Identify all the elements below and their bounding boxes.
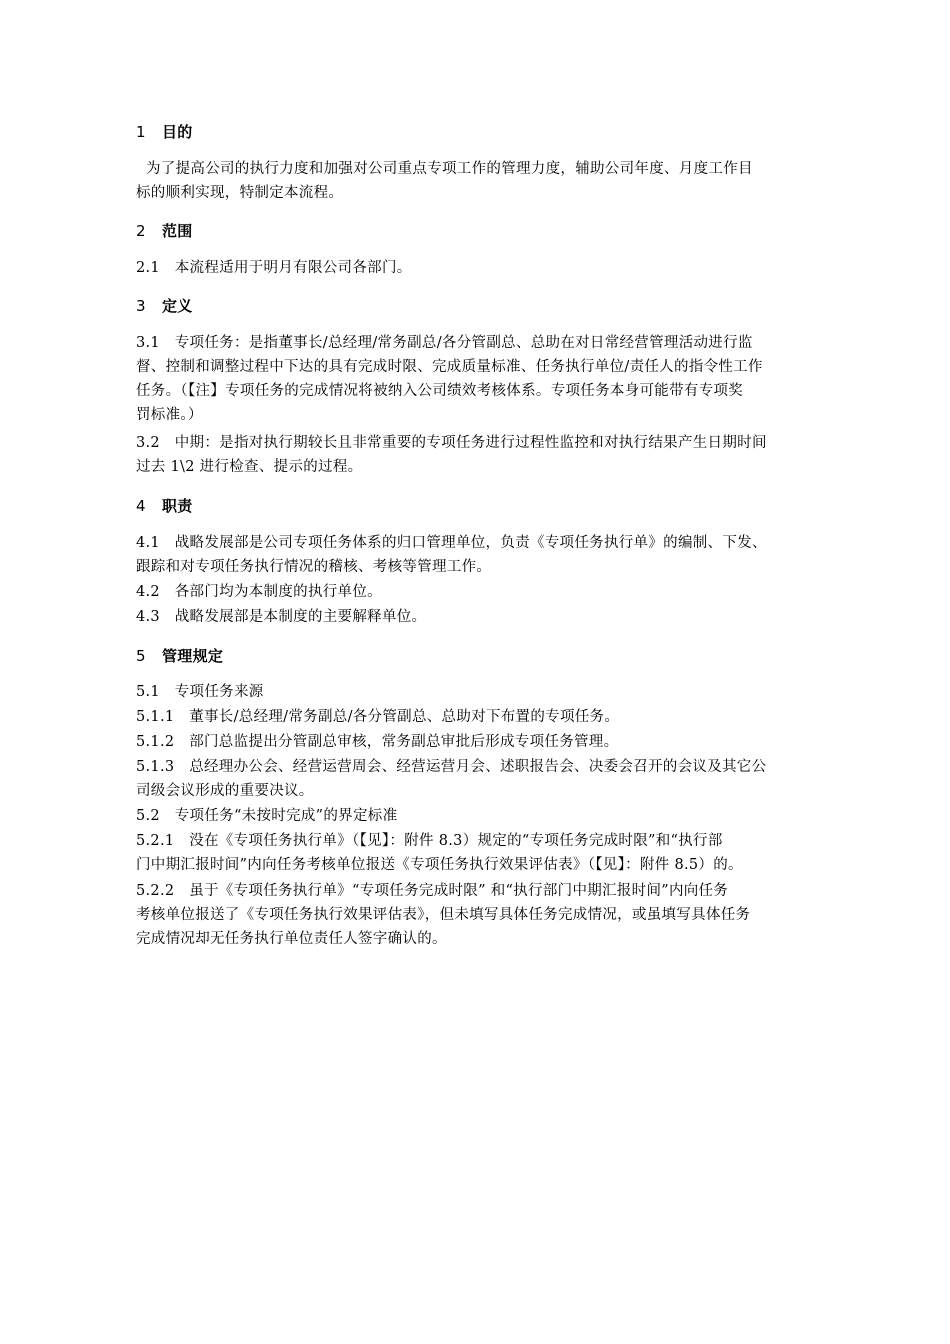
section-title: 管理规定	[162, 647, 224, 665]
clause-5-1: 5.1 专项任务来源	[136, 684, 264, 700]
clause-5-2: 5.2 专项任务“未按时完成”的界定标准	[136, 808, 398, 824]
clause-4-3: 4.3 战略发展部是本制度的主要解释单位。	[136, 609, 427, 625]
section-heading-5: 5 管理规定	[136, 647, 224, 665]
clause-4-1: 4.1 战略发展部是公司专项任务体系的归口管理单位，负责《专项任务执行单》的编制、下发、 跟踪和对专项任务执行情况的稽核、考核等管理工作。	[136, 535, 767, 575]
purpose-paragraph: 为了提高公司的执行力度和加强对公司重点专项工作的管理力度，辅助公司年度、月度工作目 标的顺利实现，特制定本流程。	[136, 161, 753, 201]
section-title: 职责	[162, 497, 193, 515]
section-heading-2: 2 范围	[136, 222, 193, 240]
clause-5-1-3: 5.1.3 总经理办公会、经营运营周会、经营运营月会、述职报告会、决委会召开的会议及其它公 司级会议形成的重要决议。	[136, 759, 767, 799]
section-title: 范围	[162, 222, 193, 240]
section-heading-3: 3 定义	[136, 297, 193, 315]
section-heading-1: 1 目的	[136, 123, 193, 141]
clause-2-1: 2.1 本流程适用于明月有限公司各部门。	[136, 260, 412, 276]
section-title: 定义	[162, 297, 193, 315]
clause-5-2-1: 5.2.1 没在《专项任务执行单》（【见】：附件 8.3）规定的“专项任务完成时限”和“执行部 门中期汇报时间”内向任务考核单位报送《专项任务执行效果评估表》（【见】：附件 8.5）的。	[136, 833, 743, 873]
clause-5-1-1: 5.1.1 董事长/总经理/常务副总/各分管副总、总助对下布置的专项任务。	[136, 709, 620, 725]
clause-4-2: 4.2 各部门均为本制度的执行单位。	[136, 584, 382, 600]
section-heading-4: 4 职责	[136, 497, 193, 515]
clause-5-1-2: 5.1.2 部门总监提出分管副总审核，常务副总审批后形成专项任务管理。	[136, 734, 619, 750]
section-title: 目的	[162, 123, 193, 141]
clause-3-2: 3.2 中期：是指对执行期较长且非常重要的专项任务进行过程性监控和对执行结果产生日期时间 过去 1\2 进行检查、提示的过程。	[136, 435, 767, 475]
clause-5-2-2: 5.2.2 虽于《专项任务执行单》“专项任务完成时限” 和“执行部门中期汇报时间”内向任务 考核单位报送了《专项任务执行效果评估表》，但未填写具体任务完成情况，或虽填写具体任务 完成情况却无任务执行单位责任人签字确认的。	[136, 883, 751, 947]
clause-3-1: 3.1 专项任务：是指董事长/总经理/常务副总/各分管副总、总助在对日常经营管理活动进行监 督、控制和调整过程中下达的具有完成时限、完成质量标准、任务执行单位/责任人的指令性工作 任务。（【注】专项任务的完成情况将被纳入公司绩效考核体系。专项任务本身可能带有专项奖 罚标准。）	[136, 335, 763, 423]
